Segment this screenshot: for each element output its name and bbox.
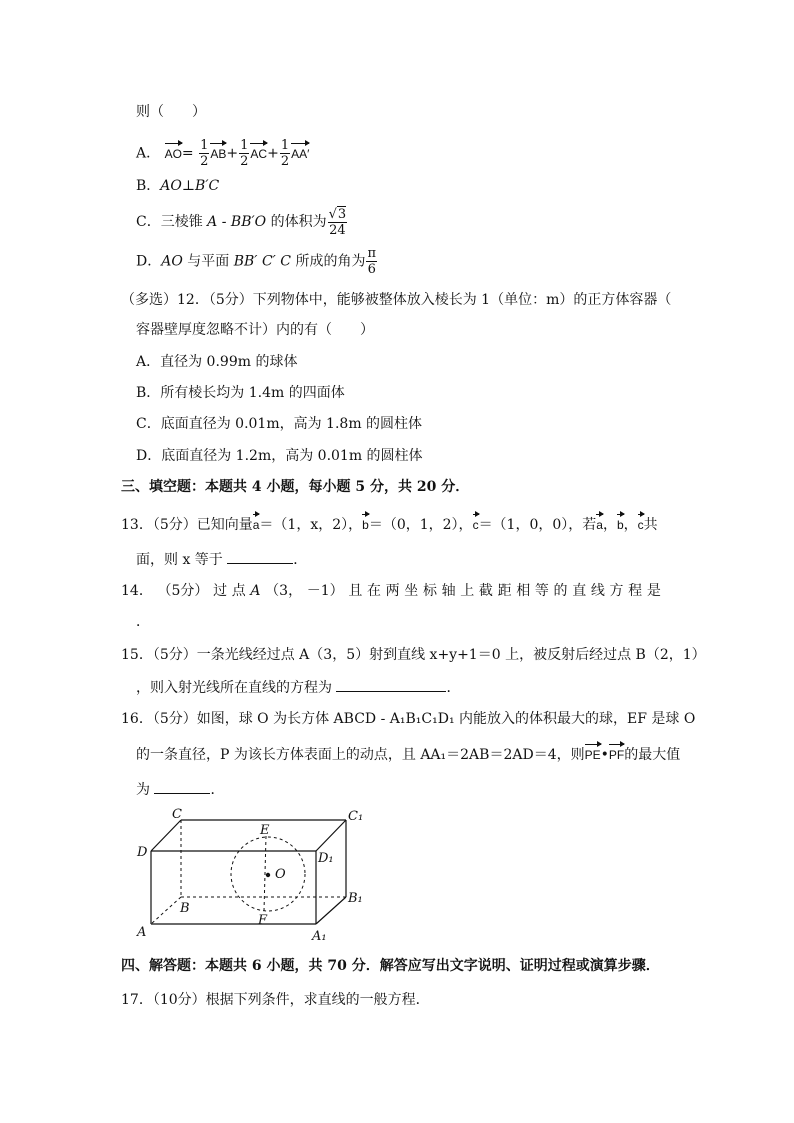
label-d: D [137, 845, 148, 860]
vector-pf: PF [609, 743, 624, 765]
q12-option-c: C．底面直径为 0.01m，高为 1.8m 的圆柱体 [136, 416, 423, 432]
section-3-heading: 三、填空题：本题共 4 小题，每小题 5 分，共 20 分． [121, 479, 470, 495]
edge-a1b1 [316, 897, 346, 924]
vector-aa-prime: AA′ [291, 142, 309, 164]
q16-line3: 为 ． [136, 779, 224, 800]
fraction-sqrt3-over-24: $\frac{√3}{24}$ [328, 207, 347, 238]
q15-line1: 15．（5分）一条光线经过点 A（3，5）射到直线 x+y+1＝0 上，被反射后经过点 B（2，1） [121, 647, 706, 663]
label-d1: D₁ [318, 851, 334, 866]
edge-d1c1 [316, 820, 346, 851]
vector-c: c [473, 513, 479, 535]
q14-line1: 14． （5分） 过 点 A （3， －1） 且 在 两 坐 标 轴 上 截 距 相 等 的 直 线 方 程 是 [121, 583, 661, 599]
fraction: $\frac{1}{2}$ [240, 138, 249, 169]
label-o: O [275, 867, 286, 882]
center-point-o [266, 873, 270, 877]
vector-b: b [617, 513, 624, 535]
q14-line2: ． [136, 614, 150, 630]
label-a: A [137, 925, 147, 940]
vector-b: b [362, 513, 369, 535]
answer-blank [227, 549, 293, 564]
section-4-heading: 四、解答题：本题共 6 小题，共 70 分．解答应写出文字说明、证明过程或演算步骤． [121, 958, 660, 974]
q11-option-d: D．AO 与平面 BB′ C′ C 所成的角为 $\frac{\pi}{6}$ [136, 246, 376, 277]
fraction: $\frac{1}{2}$ [200, 138, 209, 169]
vector-pe: PE [585, 743, 601, 765]
q15-line2: ，则入射光线所在直线的方程为 ． [136, 677, 460, 698]
q12-line1: （多选）12．（5分）下列物体中，能够被整体放入棱长为 1（单位：m）的正方体容器（ [121, 292, 672, 308]
q12-option-a: A．直径为 0.99m 的球体 [136, 354, 298, 370]
cuboid-sphere-figure [134, 806, 374, 946]
q12-option-b: B．所有棱长均为 1.4m 的四面体 [136, 385, 345, 401]
q13-line1: 13．（5分）已知向量a＝（1，x，2），b＝（0，1，2），c＝（1，0，0），若a，b，c共 [121, 513, 658, 535]
q11-option-b: B．AO⊥B′C [136, 178, 220, 194]
answer-blank [336, 677, 446, 692]
vector-ab: AB [210, 142, 226, 164]
q16-line1: 16．（5分）如图，球 O 为长方体 ABCD - A₁B₁C₁D₁ 内能放入的体积最大的球，EF 是球 O [121, 711, 696, 727]
vector-c: c [638, 513, 644, 535]
q12-option-d: D．底面直径为 1.2m，高为 0.01m 的圆柱体 [136, 448, 423, 464]
q13-line2: 面，则 x 等于 ． [136, 549, 307, 570]
label-b1: B₁ [348, 891, 363, 906]
vector-ac: AC [250, 142, 267, 164]
fraction-pi-over-6: $\frac{\pi}{6}$ [367, 246, 376, 277]
edge-dc [151, 820, 181, 851]
vector-a: a [253, 513, 260, 535]
q11-option-c: C．三棱锥 A - BB′O 的体积为 $\frac{√3}{24}$ [136, 207, 347, 238]
q11-stem: 则（ ） [136, 104, 206, 120]
edge-ab-hidden [151, 897, 181, 924]
diameter-ef [264, 836, 266, 911]
label-a1: A₁ [312, 929, 327, 944]
label-b: B [180, 901, 190, 916]
q17-line1: 17．（10分）根据下列条件，求直线的一般方程． [121, 992, 430, 1008]
q12-line2: 容器壁厚度忽略不计）内的有（ ） [136, 322, 374, 338]
label-e: E [260, 823, 270, 838]
q11-option-a: A． AO= $\frac{1}{2}$ AB+ $\frac{1}{2}$ AC+ $\frac{1}{2}$ AA′ [136, 138, 310, 169]
q16-line2: 的一条直径，P 为该长方体表面上的动点，且 AA₁＝2AB＝2AD＝4，则PE•PF的最大值 [136, 743, 680, 765]
fraction: $\frac{1}{2}$ [280, 138, 290, 169]
answer-blank [154, 779, 210, 794]
vector-ao: AO [165, 142, 182, 164]
label-c: C [172, 807, 182, 822]
label-f: F [258, 913, 268, 928]
label-c1: C₁ [348, 809, 364, 824]
vector-a: a [596, 513, 603, 535]
